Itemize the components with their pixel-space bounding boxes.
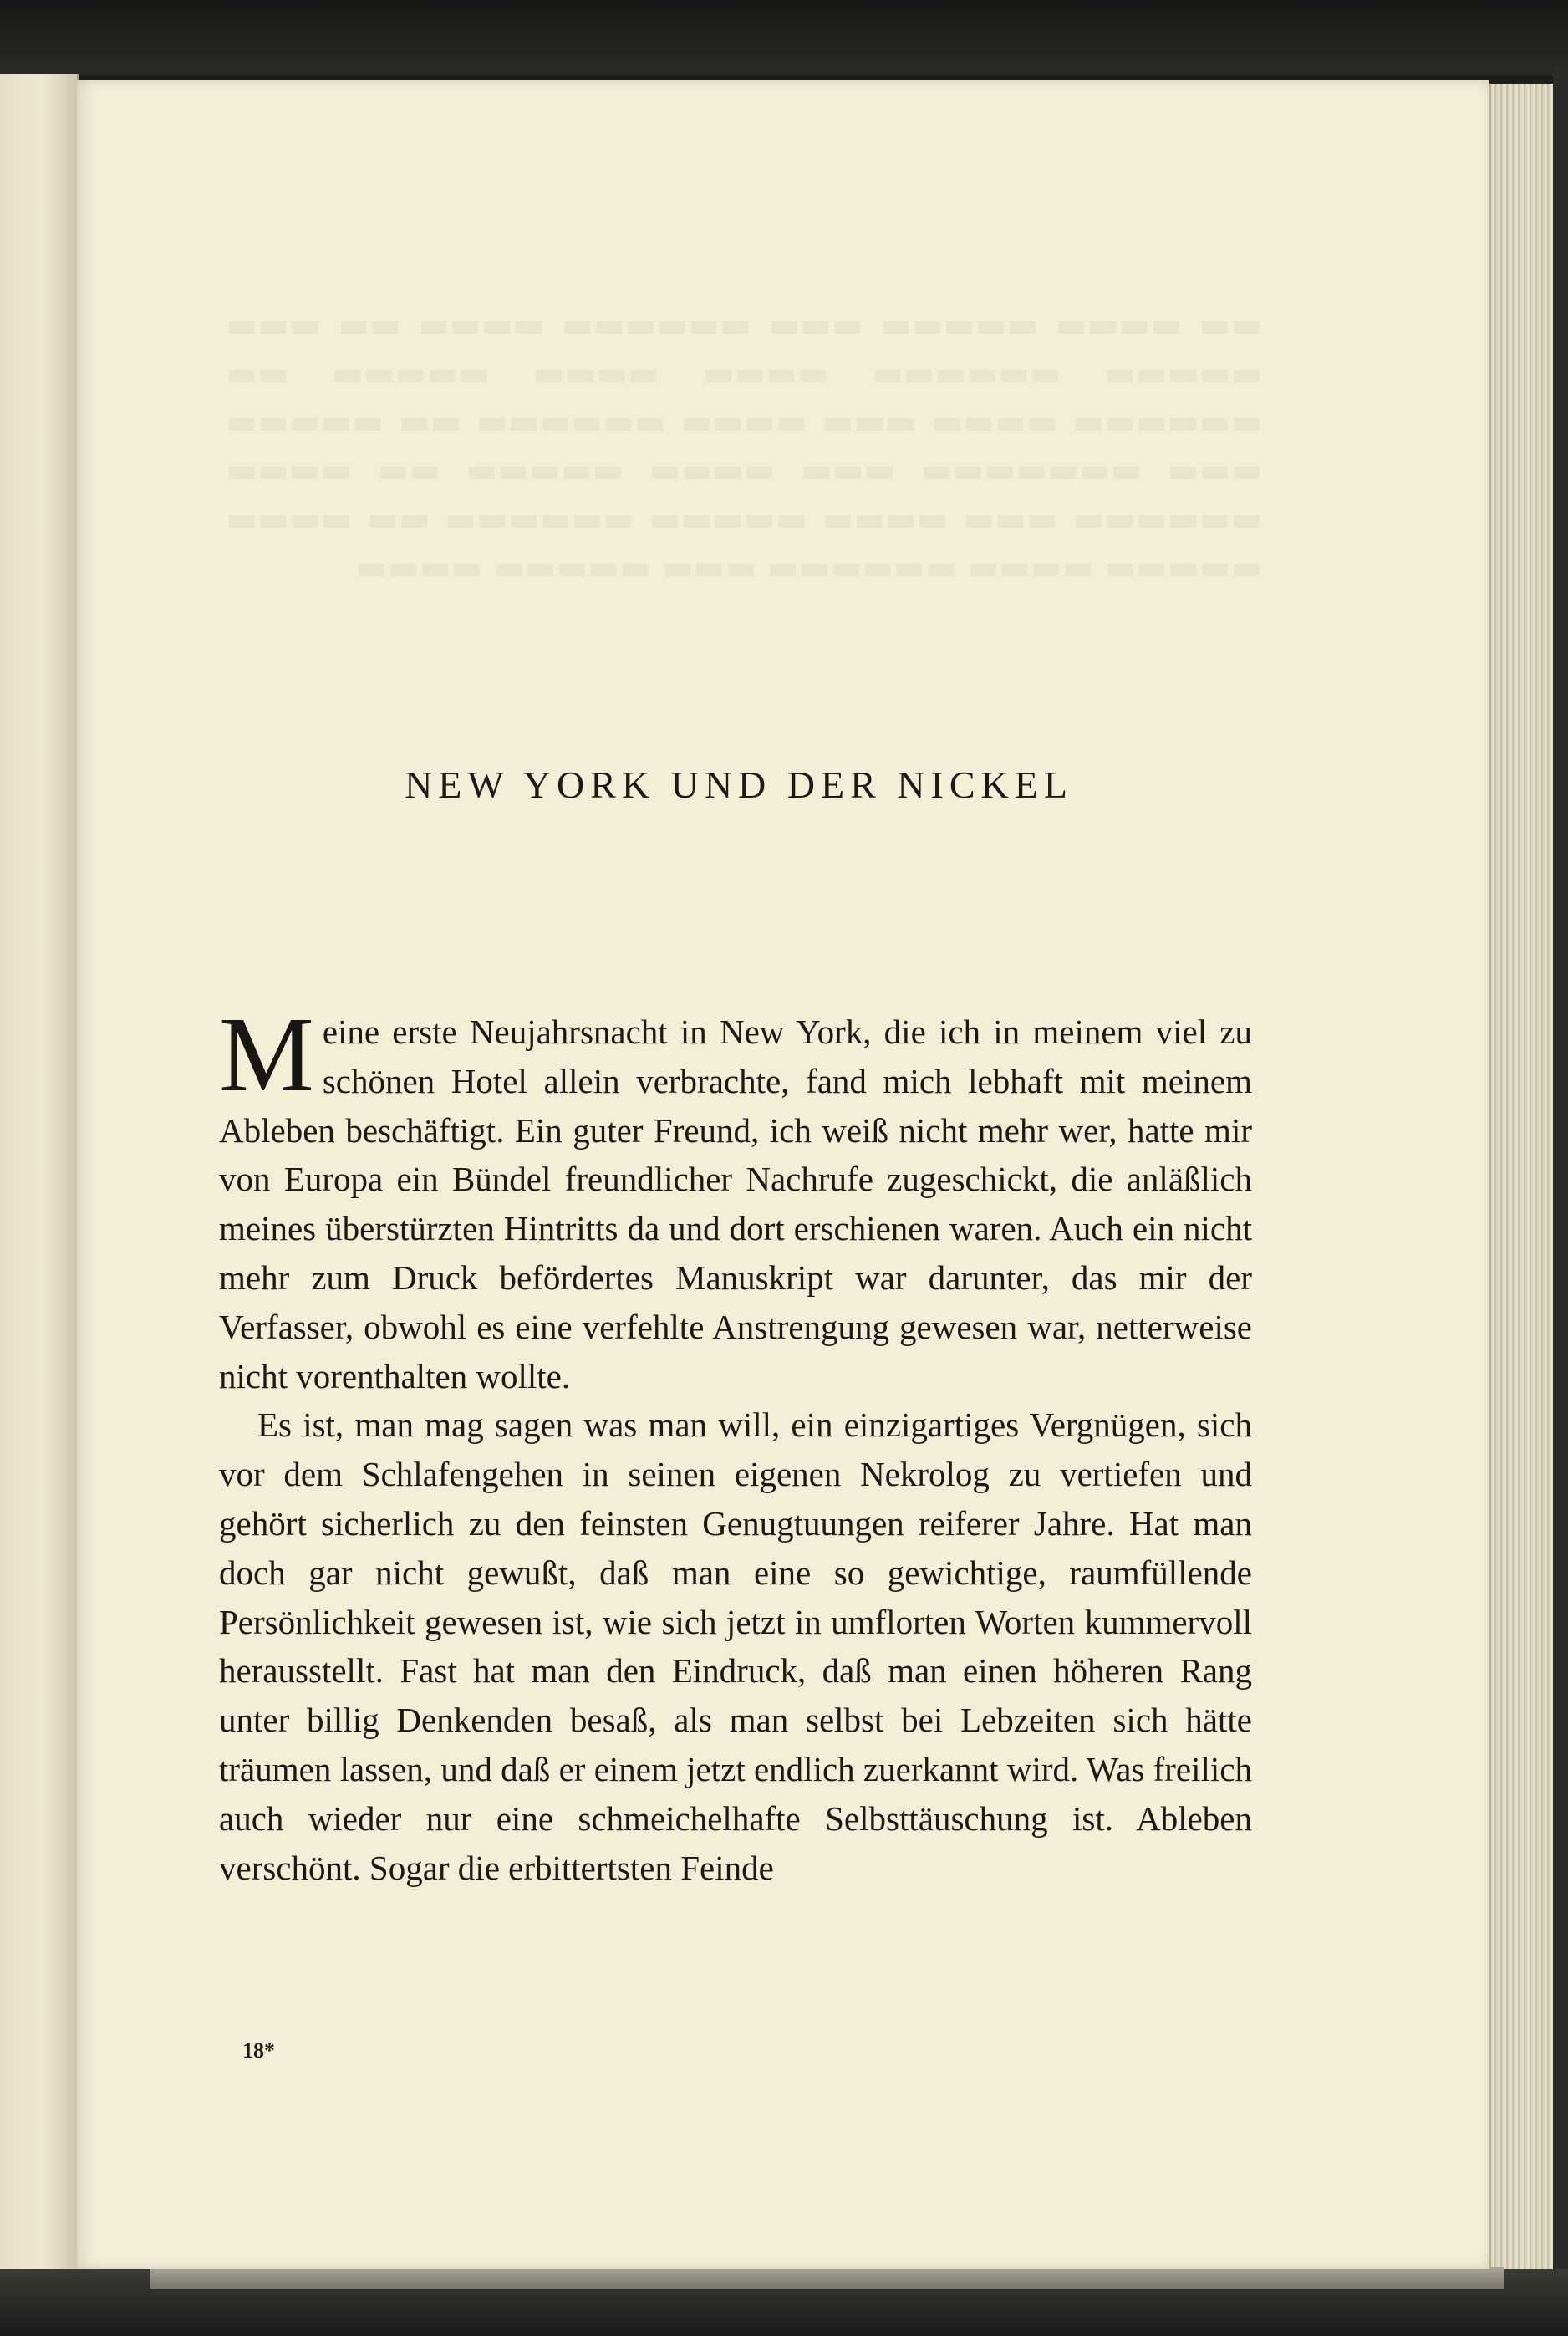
top-background: [0, 0, 1568, 75]
chapter-body: [219, 995, 1252, 1892]
chapter-heading: NEW YORK UND DER NICKEL: [405, 763, 1073, 806]
book-cover-edge: [1553, 67, 1568, 2308]
page-signature: 18*: [242, 2038, 275, 2063]
paragraph-2: Es ist, man mag sagen was man will, ein einzigartiges Vergnügen, sich vor dem Schlafengehen in seinen eigenen Nekrolog zu vertiefen und gehört sicherlich zu den feinsten Genugtuungen reiferer Jahre. Hat man doch gar nicht gewußt, daß man eine so gewichtige, raumfüllende Persönlichkeit gewesen ist, wie sich jetzt in umflorten Worten kummervoll herausstellt. Fast hat man den Eindruck, daß man einen höheren Rang unter billig Denkenden besaß, als man selbst bei Lebzeiten sich hätte träumen lassen, und daß er einem jetzt endlich zuerkannt wird. Was freilich auch wieder nur eine schmeichelhafte Selbsttäuschung ist. Ableben verschönt. Sogar die erbittertsten Feinde: [219, 1405, 1252, 1887]
paragraph-1-text: eine erste Neujahrsnacht in New York, die ich in meinem viel zu schönen Hotel allein verbrachte, fand mich lebhaft mit meinem Ableben beschäftigt. Ein guter Freund, ich weiß nicht mehr wer, hatte mir von Europa ein Bündel freundlicher Nachrufe zugeschickt, die anläßlich meines überstürzten Hintritts da und dort erschienen waren. Auch ein nicht mehr zum Druck befördertes Manuskript war darunter, das mir der Verfasser, obwohl es eine verfehlte Anstrengung gewesen war, netterweise nicht vorenthalten wollte.: [219, 1012, 1252, 1395]
paragraph-1: [219, 995, 1252, 1400]
left-page-edge: [0, 74, 79, 2281]
drop-cap: M: [219, 995, 314, 1114]
book-board-bottom: [150, 2267, 1504, 2289]
